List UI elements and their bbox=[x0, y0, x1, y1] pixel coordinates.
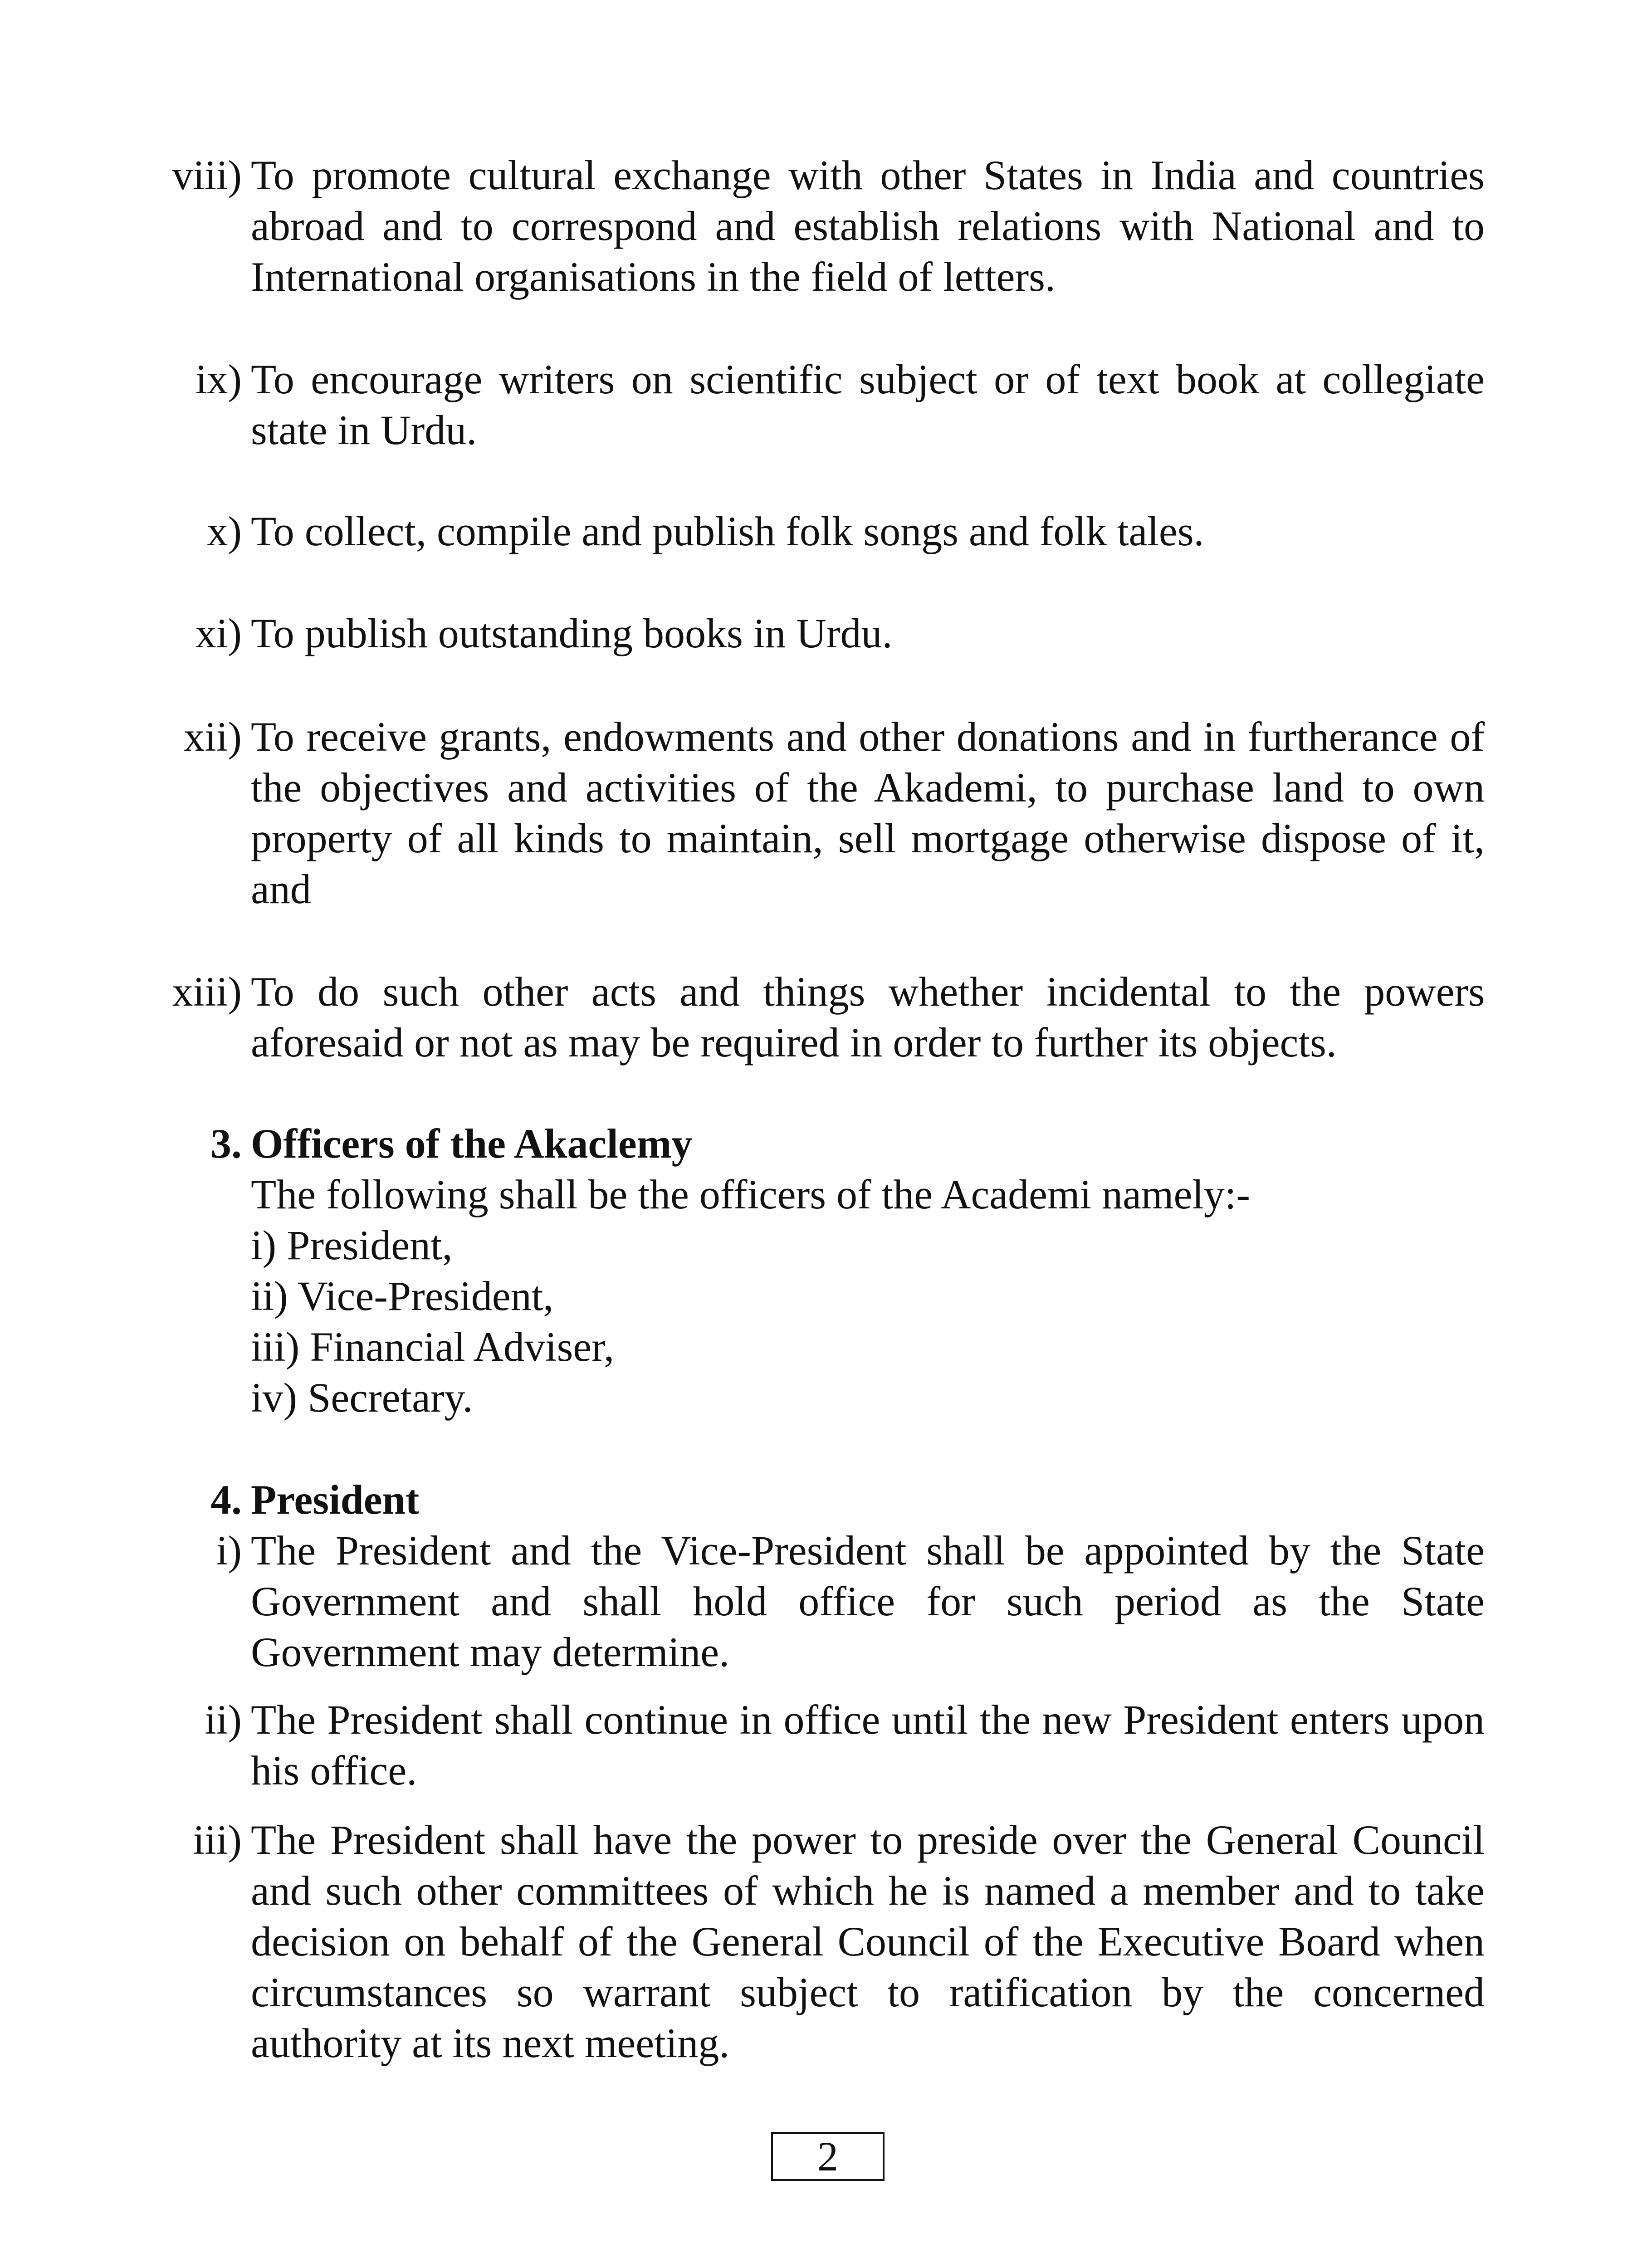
objective-text: To promote cultural exchange with other States in India and countries abroad and to correspond and establish relations with National and to International organisations in the field of letters. bbox=[251, 152, 1485, 300]
page-number: 2 bbox=[771, 2132, 885, 2181]
section-title: Officers of the Akaclemy bbox=[251, 1120, 693, 1167]
officer-list-item: iv) Secretary. bbox=[251, 1374, 473, 1421]
objective-item bbox=[184, 711, 1485, 914]
section-number: 3. bbox=[210, 1120, 242, 1167]
clause-number: ii) bbox=[205, 1696, 242, 1743]
clause-text: The President shall have the power to preside over the General Council and such other committees of which he is named a member and to take decision on behalf of the General Council of the Executive Board when circumstances so warrant subject to ratification by the concerned authority at its next meeting. bbox=[251, 1817, 1485, 2066]
clause-item bbox=[216, 1525, 1485, 1677]
section-4-heading bbox=[210, 1474, 1485, 1525]
objective-number: xiii) bbox=[172, 968, 242, 1015]
officer-list-item: ii) Vice-President, bbox=[251, 1273, 554, 1319]
officers-intro: The following shall be the officers of the Academi namely:- bbox=[251, 1171, 1251, 1217]
officer-list-item: i) President, bbox=[251, 1222, 453, 1268]
section-number: 4. bbox=[210, 1476, 242, 1523]
objective-item bbox=[172, 150, 1485, 302]
objective-text: To encourage writers on scientific subject or of text book at collegiate state in Urdu. bbox=[251, 356, 1485, 453]
objective-text: To collect, compile and publish folk songs and folk tales. bbox=[251, 508, 1204, 554]
objective-text: To publish outstanding books in Urdu. bbox=[251, 610, 893, 656]
objective-number: x) bbox=[207, 508, 242, 554]
objective-item bbox=[195, 354, 1485, 455]
clause-text: The President shall continue in office until the new President enters upon his office. bbox=[251, 1696, 1485, 1794]
clause-item bbox=[193, 1814, 1485, 2068]
objective-number: ix) bbox=[195, 356, 242, 402]
section-title: President bbox=[251, 1476, 420, 1523]
officer-list-item: iii) Financial Adviser, bbox=[251, 1324, 615, 1370]
section-3-heading bbox=[210, 1118, 1485, 1169]
objective-number: xi) bbox=[195, 610, 242, 656]
clause-item bbox=[205, 1694, 1485, 1796]
clause-number: iii) bbox=[193, 1817, 242, 1863]
objective-text: To do such other acts and things whether incidental to the powers aforesaid or not as may be required in order to further its objects. bbox=[251, 968, 1485, 1066]
objective-item bbox=[195, 608, 1485, 659]
clause-number: i) bbox=[216, 1527, 242, 1574]
objective-item bbox=[207, 506, 1485, 557]
objective-number: xii) bbox=[184, 714, 242, 760]
objective-text: To receive grants, endowments and other donations and in furtherance of the objectives and activities of the Akademi, to purchase land to own property of all kinds to maintain, sell mortgage otherwise dispose of it, and bbox=[251, 714, 1485, 912]
objective-item bbox=[172, 966, 1485, 1068]
clause-text: The President and the Vice-President shall be appointed by the State Government and shall hold office for such period as the State Government may determine. bbox=[251, 1527, 1485, 1675]
objective-number: viii) bbox=[172, 152, 242, 198]
